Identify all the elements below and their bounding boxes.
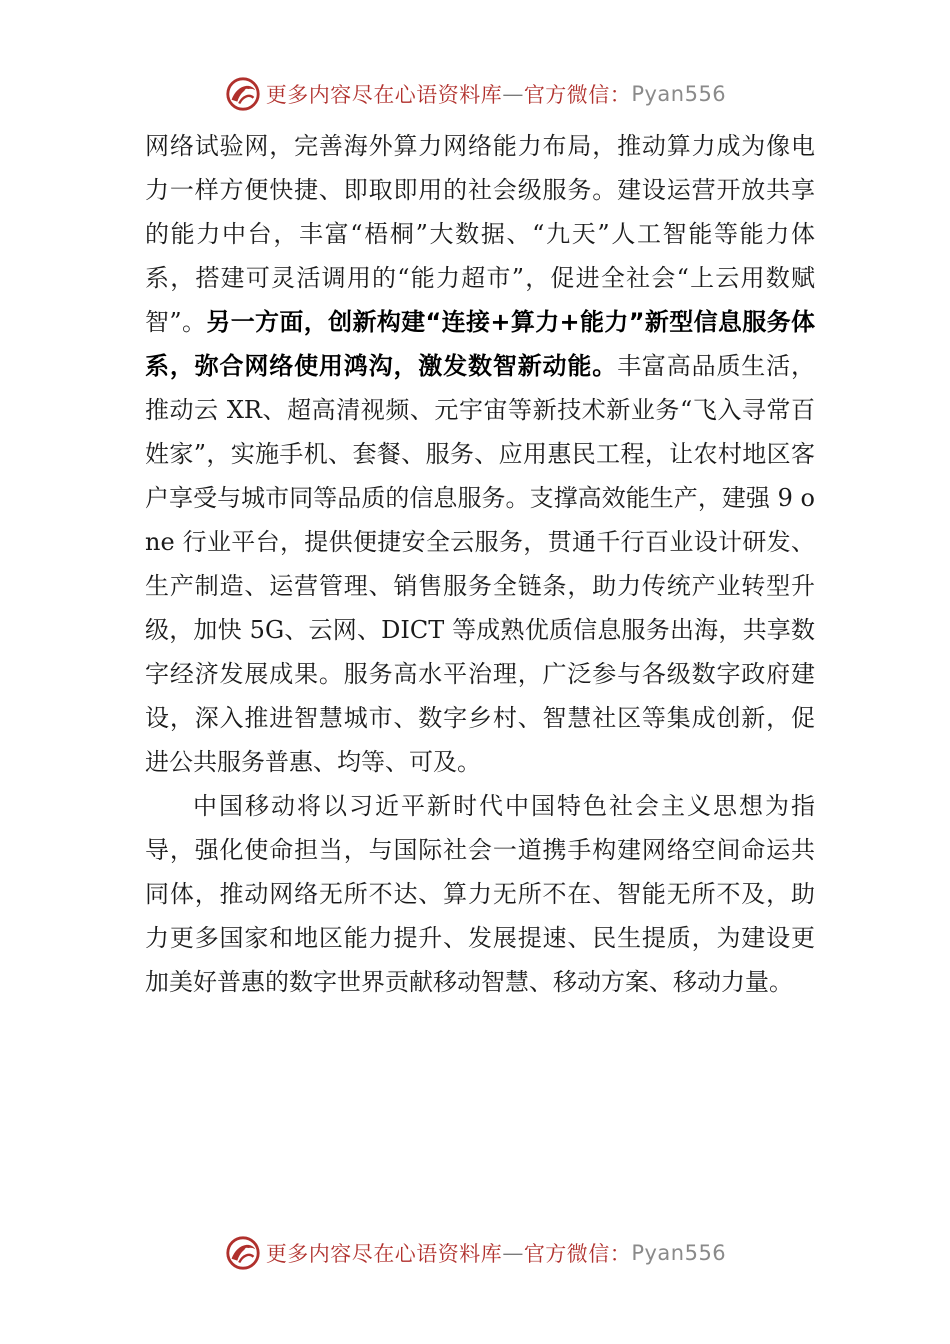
paragraph-1-text-b: 丰富高品质生活，推动云 XR、超高清视频、元宇宙等新技术新业务“飞入寻常百姓家”，实施手机、套餐、服务、应用惠民工程，让农村地区客户享受与城市同等品质的信息服务。支撑高效能生产，建强 9 one 行业平台，提供便捷安全云服务，贯通千行百业设计研发、生产制造、运营管理、销售服务全链条，助力传统产业转型升级，加快 5G、云网、DICT 等成熟优质信息服务出海，共享数字经济发展成果。服务高水平治理，广泛参与各级数字政府建设，深入推进智慧城市、数字乡村、智慧社区等集成创新，促进公共服务普惠、均等、可及。 (145, 352, 816, 776)
paragraph-1-text-a: 网络试验网，完善海外算力网络能力布局，推动算力成为像电力一样方便快捷、即取即用的社会级服务。建设运营开放共享的能力中台，丰富“梧桐”大数据、“九天”人工智能等能力体系，搭建可灵活调用的“能力超市”，促进全社会“上云用数赋智”。 (145, 132, 815, 336)
header-watermark (0, 74, 950, 114)
watermark-separator: — (502, 82, 524, 106)
watermark-brand: 更多内容尽在心语资料库 (265, 83, 503, 107)
watermark-wechat-id: Pyan556 (631, 1241, 727, 1265)
paragraph-1-bold-highlight: 另一方面，创新构建“连接+算力+能力”新型信息服务体系，弥合网络使用鸿沟，激发数智新动能。 (145, 308, 815, 380)
watermark-wechat-label: 官方微信： (523, 83, 632, 107)
watermark-brand: 更多内容尽在心语资料库 (265, 1242, 503, 1266)
watermark-wechat-id: Pyan556 (631, 82, 727, 106)
swirl-logo-icon (224, 1234, 262, 1272)
watermark-separator: — (502, 1241, 524, 1265)
paragraph-1 (145, 124, 815, 784)
watermark-wechat-label: 官方微信： (523, 1242, 632, 1266)
paragraph-2: 中国移动将以习近平新时代中国特色社会主义思想为指导，强化使命担当，与国际社会一道携手构建网络空间命运共同体，推动网络无所不达、算力无所不在、智能无所不及，助力更多国家和地区能力提升、发展提速、民生提质，为建设更加美好普惠的数字世界贡献移动智慧、移动方案、移动力量。 (145, 792, 815, 996)
document-body (145, 124, 815, 1004)
footer-watermark (0, 1233, 950, 1273)
swirl-logo-icon (224, 75, 262, 113)
